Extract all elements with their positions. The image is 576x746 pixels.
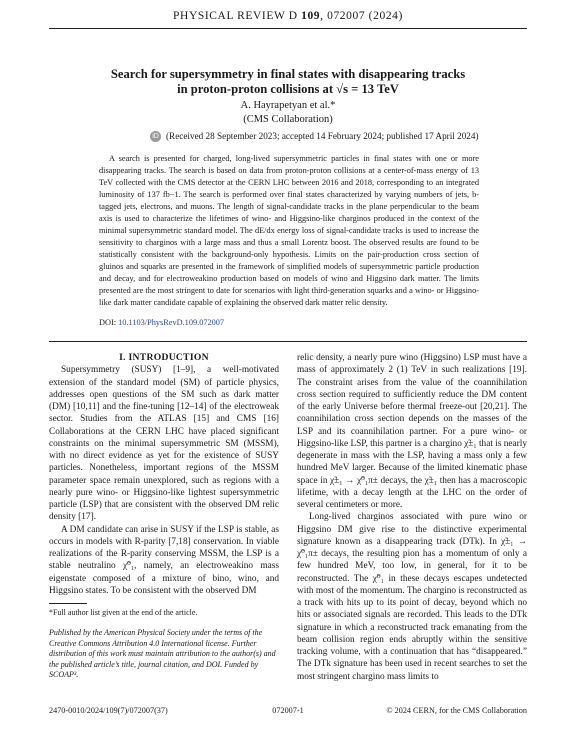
received-text: (Received 28 September 2023; accepted 14 February 2024; published 17 April 2024) bbox=[166, 131, 479, 141]
running-header: PHYSICAL REVIEW D 109, 072007 (2024) bbox=[173, 10, 403, 22]
header-rule bbox=[49, 28, 527, 29]
abstract: A search is presented for charged, long-lived supersymmetric particles in final states with one or more disappearing tracks. The search is based on data from proton-proton collisions at a center-of-mass energy of 13 TeV collected with the CMS detector at the CERN LHC between 2016 and 2018, corresponding to an integrated luminosity of 137 fb−1. The search is performed over final states characterized by varying numbers of jets, b-tagged jets, electrons, and muons. The length of signal-candidate tracks in the plane perpendicular to the beam axis is used to characterize the lifetimes of wino- and Higgsino-like charginos produced in the context of the minimal supersymmetric standard model. The dE/dx energy loss of signal-candidate tracks is used to increase the sensitivity to charginos with a large mass and thus a small Lorentz boost. The observed results are found to be statistically consistent with the background-only hypothesis. Limits on the pair-production cross section of gluinos and squarks are presented in the framework of simplified models of supersymmetric particle production and decay, and for electroweakino production based on models of wino and Higgsino dark matter. The limits presented are the most stringent to date for scenarios with light third-generation squarks and a wino- or Higgsino-like dark matter candidate capable of explaining the observed dark matter relic density. bbox=[99, 154, 479, 307]
intro-paragraph-3: relic density, a nearly pure wino (Higgsino) LSP must have a mass of approximately 2 (1) TeV in such realizations [19]. The constraint arises from the value of the coannihilation cross section required to sufficiently reduce the DM content of the early Universe before thermal freeze-out [20,21]. The coannihilation cross section depends on the masses of the LSP and its coannihilation partner. For a pure wino- or Higgsino-like LSP, this partner is a chargino χ̃±₁ that is nearly degenerate in mass with the LSP, having a mass only a few hundred MeV larger. Because of the limited kinematic phase space in χ̃±₁ → χ̃⁰₁π± decays, the χ̃±₁ then has a macroscopic lifetime, with a decay length at the LHC on the order of several centimeters or more. bbox=[297, 353, 527, 510]
footer-copyright: © 2024 CERN, for the CMS Collaboration bbox=[386, 706, 527, 715]
abstract-rule bbox=[49, 341, 527, 342]
license-notice: Published by the American Physical Society under the terms of the Creative Commons Attribution 4.0 International license. Further distribution of this work must maintain attribution to the author(s) and the published article’s title, journal citation, and DOI. Funded by SCOAP³. bbox=[49, 628, 276, 679]
article-number: 072007 (2024) bbox=[327, 10, 403, 22]
title-line-1: Search for supersymmetry in final states with disappearing tracks bbox=[110, 67, 466, 81]
intro-paragraph-2: A DM candidate can arise in SUSY if the LSP is stable, as occurs in models with R-parity [7,18] conservation. In viable realizations of the R-parity conserving MSSM, the LSP is a stable neutralino χ̃⁰₁, namely, an electroweakino mass eigenstate composed of a mixture of bino, wino, and Higgsino states. To be consistent with the observed DM bbox=[49, 524, 279, 596]
intro-paragraph-1: Supersymmetry (SUSY) [1–9], a well-motivated extension of the standard model (SM) of particle physics, addresses open questions of the SM such as dark matter (DM) [10,11] and the fine-tuning [12–14] of the electroweak sector. Studies from the ATLAS [15] and CMS [16] Collaborations at the CERN LHC have placed significant constraints on the minimal supersymmetric SM (MSSM), with no direct evidence as yet for the existence of SUSY particles. Nonetheless, important regions of the MSSM parameter space remain unexplored, such as regions with a nearly pure wino- or Higgsino-like lightest supersymmetric particle (LSP) that are consistent with the observed DM relic density [17]. bbox=[49, 365, 279, 523]
footer-issn: 2470-0010/2024/109(7)/072007(37) bbox=[49, 706, 168, 715]
doi bbox=[99, 318, 224, 327]
left-column bbox=[49, 352, 279, 597]
journal-volume: 109 bbox=[301, 10, 321, 22]
author-line[interactable]: A. Hayrapetyan et al.* bbox=[240, 100, 336, 111]
section-heading: I. INTRODUCTION bbox=[119, 352, 209, 363]
right-column bbox=[297, 352, 527, 683]
doi-link[interactable]: 10.1103/PhysRevD.109.072007 bbox=[118, 318, 225, 327]
footnote-rule bbox=[49, 603, 87, 604]
title-line-2: in proton-proton collisions at √s = 13 TeV bbox=[177, 82, 399, 96]
received-dates bbox=[150, 131, 479, 142]
orcid-icon[interactable]: iD bbox=[150, 131, 161, 142]
journal-name: PHYSICAL REVIEW D bbox=[173, 10, 298, 22]
footer-page-number: 072007-1 bbox=[272, 706, 304, 715]
footnote: *Full author list given at the end of the article. bbox=[49, 608, 198, 617]
doi-label: DOI: bbox=[99, 318, 117, 327]
collaboration: (CMS Collaboration) bbox=[243, 114, 333, 125]
intro-paragraph-4: Long-lived charginos associated with pure wino or Higgsino DM give rise to the distinctive experimental signature known as a disappearing track (DTk). In χ̃±₁ → χ̃⁰₁π± decays, the resulting pion has a momentum of only a few hundred MeV, too low, in general, for it to be reconstructed. The χ̃⁰₁ in these decays escapes undetected with most of the momentum. The chargino is reconstructed as a track with hits up to its point of decay, beyond which no hits or associated signals are recorded. This leads to the DTk signature in which a reconstructed track emanating from the beam collision region ends abruptly within the sensitive tracking volume, with a continuation that has “disappeared.” The DTk signature has been used in recent searches to set the most stringent chargino mass limits to bbox=[297, 512, 527, 682]
paper-title bbox=[60, 67, 516, 97]
